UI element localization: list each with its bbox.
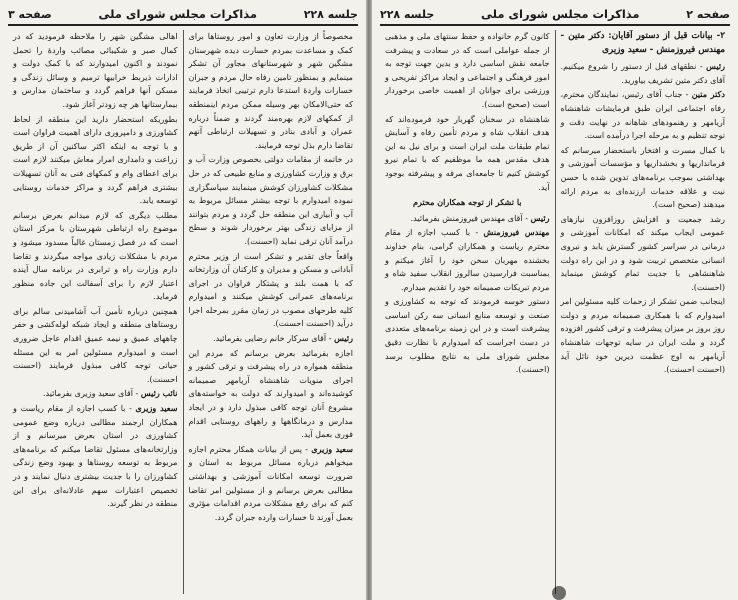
speech-paragraph	[189, 332, 354, 346]
speech-text: - نطقهای قبل از دستور را شروع میکنیم. آقای دکتر متین تشریف بیاورید.	[560, 61, 725, 85]
paragraph: رشد جمعیت و افزایش روزافزون نیازهای عمومی ایجاب میکند که امکانات آموزشی و درمانی در سراسر کشور گسترش یابد و نیروی انسانی متخصص تربیت شود و در این راه دولت شاهنشاهی با جدیت تمام کوشش مینماید (احسنت).	[560, 213, 725, 292]
page-number: صفحه ۲	[686, 7, 730, 21]
speech-text: - با کسب اجازه از مقام ریاست و همکاران ارجمند مطالبی درباره وضع عمومی کشاورزی در استان بعرض میرسانم و از وزارتخانه‌های مسئول تقاضا میکنم که برنامه‌های مربوط به توسعه روستاها و بهبود وضع زندگی کشاورزان را با جدیت بیشتری دنبال نمایند و در تخصیص اعتبارات سهم عادلانه‌ای برای این منطقه در نظر گیرند.	[13, 403, 178, 509]
column-right	[184, 30, 359, 594]
left-page	[0, 0, 366, 600]
speaker-name: رئیس	[334, 333, 353, 344]
speaker-name: مهندس فیروزمنش	[483, 227, 550, 238]
paragraph: شاهنشاه در سخنان گهربار خود فرموده‌اند که هدف انقلاب شاه و مردم تأمین رفاه و آسایش تمام طبقات ملت ایران است و برای نیل به این هدف مقدس همه ما موظفیم که با تمام نیرو کوشش کنیم تا جامعه‌ای مرفه و پیشرفته بوجود آید.	[385, 113, 550, 192]
paragraph: در خاتمه از مقامات دولتی بخصوص وزارت آب و برق و وزارت کشاورزی و منابع طبیعی که در حل مشکلات کشاورزان کوشش مینمایند سپاسگزاری نموده امیدوارم با توجه بیشتر مسائل مربوط به آب و آبیاری این منطقه حل گردد و مردم بتوانند از مزایای زندگی بهتر برخوردار شوند و سطح درآمد آنان ترقی نماید (احسنت).	[188, 154, 353, 246]
paragraph: کانون گرم خانواده و حفظ سنتهای ملی و مذهبی از جمله عواملی است که در سعادت و پیشرفت جامعه نقش اساسی دارد و بدین جهت توجه به امور فرهنگی و اجتماعی و ایجاد مراکز تفریحی و ورزشی برای جوانان از اهمیت خاصی برخوردار است (صحیح است).	[385, 31, 550, 109]
paragraph: مطلب دیگری که لازم میدانم بعرض برسانم موضوع راه ارتباطی شهرستان با مرکز استان است که در فصل زمستان غالباً مسدود میشود و مردم با مشکلات زیادی مواجه میگردند و تقاضا دارم وزارت راه و ترابری در برنامه سال آینده اعتبار لازم را برای آسفالت این جاده منظور فرماید.	[13, 209, 178, 302]
speaker-name: رئیس	[706, 61, 726, 72]
section-heading: ۲- بیانات قبل از دستور آقایان: دکتر متین - مهندس فیروزمنش - سعید وزیری	[560, 31, 725, 55]
page-title: مذاکرات مجلس شورای ملی	[481, 7, 640, 21]
paragraph: همچنین درباره تأمین آب آشامیدنی سالم برای روستاهای منطقه و ایجاد شبکه لوله‌کشی و حفر چاههای عمیق و نیمه عمیق اقدام عاجل ضروری است و امیدوارم مسئولین امر به این مسئله حیاتی توجه کافی مبذول فرمایند (احسنت احسنت).	[13, 305, 178, 384]
right-page-columns	[380, 30, 730, 594]
left-page-header	[8, 4, 358, 26]
column-left	[8, 30, 184, 594]
speech-text: - آقای سعید وزیری بفرمائید.	[42, 388, 139, 399]
speech-text: - با کسب اجازه از مقام محترم ریاست و همکاران گرامی، بنام خداوند بخشنده مهربان سخن خود را آغاز میکنم و بمناسبت فرارسیدن سالروز انقلاب سفید شاه و مردم تبریکات صمیمانه خود را تقدیم میدارم.	[385, 227, 550, 292]
paragraph: اجازه بفرمائید بعرض برسانم که مردم این منطقه همواره در راه پیشرفت و ترقی کشور و اجرای منویات شاهنشاه آریامهر صمیمانه کوشیده‌اند و امیدوارند که دولت به خواسته‌های مشروع آنان توجه کافی مبذول دارد و در ایجاد مدارس و درمانگاهها و راههای روستایی اقدام فوری بعمل آید.	[188, 347, 353, 440]
speaker-name: سعید وزیری	[311, 443, 353, 454]
closing-line: با تشکر از توجه همکاران محترم	[412, 197, 522, 208]
speech-paragraph	[13, 402, 178, 511]
speech-paragraph	[13, 387, 178, 401]
right-page	[372, 0, 738, 600]
session-number: جلسه ۲۲۸	[303, 7, 358, 21]
paragraph: بطوریکه استحضار دارید این منطقه از لحاظ کشاورزی و دامپروری دارای اهمیت فراوان است و با توجه به اینکه اکثر ساکنین آن از طریق زراعت و دامداری امرار معاش میکنند لازم است برای اعطای وام و کمکهای فنی به آنان تسهیلات بیشتری فراهم گردد و مراکز خدمات روستایی توسعه یابد.	[13, 113, 178, 206]
speech-paragraph	[561, 60, 726, 87]
paragraph: اینجانب ضمن تشکر از زحمات کلیه مسئولین امر امیدوارم که با همکاری صمیمانه مردم و دولت روز بروز بر میزان پیشرفت و ترقی کشور افزوده گردد و ملت ایران در سایه توجهات شاهنشاه آریامهر به اوج عظمت دیرین خود نائل آید (احسنت احسنت).	[560, 296, 725, 375]
speaker-name: سعید وزیری	[135, 403, 178, 414]
right-page-header	[380, 4, 730, 26]
paragraph: واقعاً جای تقدیر و تشکر است از وزیر محترم آبادانی و مسکن و مدیران و کارکنان آن وزارتخانه که با همت بلند و پشتکار فراوان در اجرای برنامه‌های عمرانی کوشش میکنند و امیدوارم کلیه طرحهای مصوب در زمان مقرر بمرحله اجرا درآید (احسنت احسنت).	[188, 250, 353, 329]
paragraph: با کمال مسرت و افتخار باستحضار میرسانم که فرمانداریها و بخشداریها و مؤسسات آموزشی و بهداشتی بموجب برنامه‌های تدوین شده با حسن نیت و علاقه خدمات ارزنده‌ای به مردم ارائه میدهند (صحیح است).	[560, 144, 725, 210]
speech-paragraph	[189, 443, 354, 525]
speaker-name: نائب رئیس	[140, 388, 178, 399]
ink-spot	[552, 586, 566, 600]
speaker-name: دکتر متین	[691, 89, 725, 100]
column-left	[380, 30, 556, 594]
speech-text: - آقای سرکار خانم رضایی بفرمائید.	[213, 333, 332, 344]
left-page-columns	[8, 30, 358, 594]
page-number: صفحه ۳	[8, 7, 52, 21]
speaker-name: رئیس	[530, 212, 550, 223]
speech-text: - جناب آقای رئیس، نمایندگان محترم، رفاه اجتماعی ایران طبق فرمایشات شاهنشاه آریامهر و رهنمودهای شاهانه در نهایت دقت و توجه تنظیم و به مرحله اجرا درآمده است.	[560, 89, 725, 141]
paragraph: مخصوصاً از وزارت تعاون و امور روستاها برای کمک و مساعدت بمردم خسارت دیده شهرستان مشگین شهر و شهرستانهای مجاور آن تشکر مینمایم و بمنظور تامین رفاه حال مردم و جبران خسارات واردۀ استدعا دارم ترتیبی اتخاذ فرمایند که حتی‌الامکان بهر وسیله ممکن مردم اینمنطقه از کمکهای لازم بهره‌مند گردند و ضمناً درباره عمران و آبادی بنادر و تسهیلات ارتباطی آنهم تقاضا دارم بذل توجه فرمایند.	[188, 31, 353, 150]
session-number: جلسه ۲۲۸	[380, 7, 435, 21]
speech-paragraph	[561, 88, 726, 142]
column-right	[556, 30, 731, 594]
paragraph: اهالی مشگین شهر را ملاحظه فرمودید که در کمال صبر و شکیبائی مصائب واردۀ را تحمل نمودند و اکنون امیدوارند که با کمک دولت و ادارات ذیربط خرابیها ترمیم و وسائل زندگی و مسکن آنها فراهم گردد و ساختمان مدارس و بیمارستانها هر چه زودتر آغاز شود.	[13, 31, 178, 109]
speech-paragraph	[385, 212, 550, 226]
paragraph: دستور خوسه فرمودند که توجه به کشاورزی و صنعت و توسعه منابع انسانی سه رکن اساسی پیشرفت است و در این زمینه برنامه‌های متعددی در دست اجراست که امیدوارم با نظارت دقیق مجلس شورای ملی به نتایج مطلوب برسد (احسنت).	[385, 296, 550, 375]
speech-text: - آقای مهندس فیروزمنش بفرمائید.	[410, 212, 528, 223]
speech-text: - پس از بیانات همکار محترم اجازه میخواهم درباره مسائل مربوط به استان و ضرورت توسعه امکانات آموزشی و بهداشتی مطالبی بعرض برسانم و از مسئولین امر تقاضا کنم که برای رفع مشکلات مردم اقدامات مؤثری بعمل آورند تا خسارات وارده جبران گردد.	[188, 443, 353, 522]
page-title: مذاکرات مجلس شورای ملی	[98, 7, 257, 21]
speech-paragraph	[385, 226, 550, 294]
